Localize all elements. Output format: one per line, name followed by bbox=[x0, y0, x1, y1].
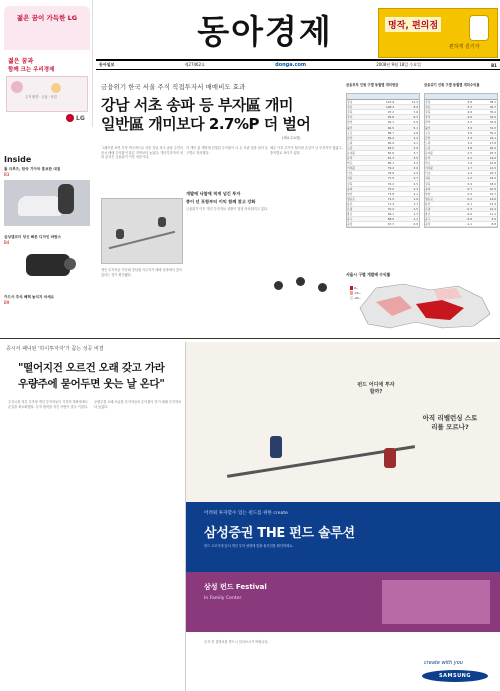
value-cell: 88.7 bbox=[387, 130, 394, 135]
district-cell: 용산 bbox=[347, 201, 353, 206]
district-cell: 성북 bbox=[347, 181, 353, 186]
value-cell: 16.9 bbox=[489, 186, 496, 191]
value-cell: 78.8 bbox=[387, 171, 394, 176]
district-cell: 송파 bbox=[347, 186, 353, 191]
ad-headline-band bbox=[186, 502, 500, 572]
legend-item: 0~ bbox=[350, 286, 361, 290]
district-cell: 동작 bbox=[347, 156, 353, 161]
district-cell: 마포 bbox=[347, 161, 353, 166]
value-cell: 20.3 bbox=[489, 171, 496, 176]
value-cell: 3.5 bbox=[413, 156, 418, 161]
ad-footer bbox=[186, 632, 500, 691]
value-cell: 1.1 bbox=[413, 217, 418, 222]
value-cell: 69.1 bbox=[387, 212, 394, 217]
value-cell: 3.0 bbox=[413, 166, 418, 171]
value-cell: 76.2 bbox=[387, 181, 394, 186]
district-cell: 은평 bbox=[347, 207, 353, 212]
lead-subhead1: 개발에 낙찰에 적게 넘긴 투자 bbox=[186, 191, 241, 197]
value-cell: 2.8 bbox=[467, 145, 472, 150]
section-label: 동아일보 bbox=[99, 62, 115, 67]
map-title: 서울시 구별 개발배 수익률 bbox=[346, 272, 391, 277]
value-cell: 68.0 bbox=[387, 217, 394, 222]
district-cell: 강북 bbox=[347, 110, 353, 115]
inside-item[interactable] bbox=[4, 235, 90, 284]
samsung-logo bbox=[422, 670, 488, 682]
ad-intro: 어려워 투자할수 있는 펀드를 위한 create bbox=[204, 511, 289, 516]
district-cell: 관악 bbox=[425, 120, 431, 125]
ad-question-2: 아직 리밸런싱 스토리를 모르나? bbox=[422, 414, 478, 431]
district-cell: 금천 bbox=[347, 135, 353, 140]
camcorder-image bbox=[4, 248, 90, 284]
legend-item: -20~ bbox=[350, 296, 361, 300]
ad-headline: 삼성증권 THE 펀드 솔루션 bbox=[204, 526, 355, 541]
samsung-fund-advertisement[interactable] bbox=[185, 342, 500, 691]
value-cell: 71.4 bbox=[387, 201, 394, 206]
ad-figure bbox=[384, 448, 396, 468]
value-cell: 85.9 bbox=[387, 140, 394, 145]
value-cell: 2.7 bbox=[413, 176, 418, 181]
value-cell: 22.8 bbox=[489, 161, 496, 166]
ad-photo bbox=[382, 580, 490, 624]
opinion-body-col1: 주식시장 지킨 투자형 개인 투자자들이 기록적 하락장에도 손실을 최소화했다. 투자 원칙을 지킨 사람이 결국 이겼다. bbox=[8, 400, 88, 409]
samsung-brand: SAMSUNG bbox=[439, 673, 471, 679]
value-cell: 75.0 bbox=[387, 186, 394, 191]
district-cell: 강서 bbox=[347, 115, 353, 120]
lead-byline: (제4 수4결) bbox=[282, 136, 301, 140]
district-cell: 중랑 bbox=[425, 222, 431, 227]
value-cell: 3.9 bbox=[413, 145, 418, 150]
value-cell: 34.0 bbox=[489, 115, 496, 120]
value-cell: 0.7 bbox=[467, 186, 472, 191]
lead-kicker: 금융위기 한국 서울 주식 직접투자서 매매비도 효과 bbox=[101, 83, 246, 91]
district-cell: 중랑 bbox=[347, 222, 353, 227]
value-cell: 4.1 bbox=[413, 140, 418, 145]
district-cell: 송파 bbox=[425, 186, 431, 191]
value-cell: 4.2 bbox=[467, 120, 472, 125]
value-cell: 90.5 bbox=[387, 125, 394, 130]
promo-advertisement[interactable] bbox=[378, 8, 498, 58]
value-cell: 18.0 bbox=[489, 181, 496, 186]
district-tables bbox=[346, 78, 498, 268]
lg-logo-mark bbox=[66, 114, 74, 122]
value-cell: 2.1 bbox=[413, 191, 418, 196]
district-cell: 양천 bbox=[425, 191, 431, 196]
district-cell: 종로 bbox=[347, 212, 353, 217]
inside-item[interactable] bbox=[4, 295, 90, 305]
legend-item: -10~ bbox=[350, 291, 361, 295]
value-cell: 7.6 bbox=[413, 110, 418, 115]
value-cell: 26.4 bbox=[489, 145, 496, 150]
value-cell: 3.6 bbox=[467, 130, 472, 135]
value-cell: 11.4 bbox=[411, 100, 418, 105]
value-cell: 5.9 bbox=[413, 120, 418, 125]
opinion-kicker: 증시서 패닉된 '하이투자자'가 꼼는 성공 비결 bbox=[6, 346, 104, 352]
table-row bbox=[347, 222, 419, 227]
value-cell: 2.2 bbox=[467, 156, 472, 161]
issue-date: 2008년 9월 18일 수요일 bbox=[376, 62, 422, 67]
district-cell: 성북 bbox=[425, 181, 431, 186]
value-cell: 1.7 bbox=[467, 166, 472, 171]
lead-headline-line2[interactable]: 일반區 개미보다 2.7%P 더 벌어 bbox=[101, 115, 311, 133]
value-cell: 2.3 bbox=[413, 186, 418, 191]
district-cell: 은평 bbox=[425, 207, 431, 212]
district-cell: 관악 bbox=[347, 120, 353, 125]
district-cell: 종로 bbox=[425, 212, 431, 217]
ad-footer-fine-print: 투자 전 설명서를 반드시 읽어보시기 바랍니다. bbox=[204, 640, 269, 644]
value-cell: 0.9 bbox=[413, 222, 418, 227]
value-cell: 0.9 bbox=[467, 181, 472, 186]
ant-investor-graphic bbox=[101, 198, 183, 264]
district-cell: 노원 bbox=[425, 140, 431, 145]
opinion-headline-line1[interactable]: "떨어지건 오르건 오래 갖고 가라 bbox=[18, 362, 165, 374]
value-cell: 0.2 bbox=[467, 196, 472, 201]
value-cell: 4.9 bbox=[467, 110, 472, 115]
value-cell: 1.9 bbox=[467, 161, 472, 166]
value-cell: 81.3 bbox=[387, 156, 394, 161]
lg-headline: 젊은 꿈이 가득한 LG bbox=[16, 14, 78, 22]
lead-body-col1: 그래프를 보면 투자 적극적으로 서울 강남 서초 송파 주민의 증시 매매 수익률이 다른 지역보다 높았다. 개인투자자의 성과 분석은 금융위기 이후 처음이다. bbox=[101, 146, 183, 160]
value-cell: 27.8 bbox=[489, 140, 496, 145]
value-cell: 32.9 bbox=[489, 120, 496, 125]
value-cell: 3.3 bbox=[467, 135, 472, 140]
value-cell: 30.2 bbox=[489, 130, 496, 135]
lg-logo bbox=[66, 114, 85, 122]
left-table-title: 금융투자 인원 구별 동월별 개미현금 bbox=[346, 83, 399, 87]
ad-figure bbox=[270, 436, 282, 458]
lg-banner bbox=[4, 6, 90, 50]
value-cell: 13.4 bbox=[489, 201, 496, 206]
value-cell: 82.6 bbox=[387, 150, 394, 155]
district-cell: 광진 bbox=[425, 125, 431, 130]
value-cell: 5.3 bbox=[467, 105, 472, 110]
lead-body-col3: 매수 이후 주가가 떨어져 손실이 난 투자자가 많았고, 종목별로 차이가 컸다. bbox=[270, 146, 344, 331]
value-cell: 2.9 bbox=[413, 171, 418, 176]
district-cell: 강남 bbox=[347, 100, 353, 105]
value-cell: 6.3 bbox=[413, 115, 418, 120]
left-data-table bbox=[346, 93, 420, 228]
district-cell: 강북 bbox=[425, 110, 431, 115]
promo-figure-icon bbox=[469, 15, 489, 41]
inside-item-page: B9 bbox=[4, 300, 10, 305]
inside-item-title: 톰 크루즈, 한국 기아차 홍보한 대접 bbox=[4, 167, 61, 171]
value-cell: 0.4 bbox=[467, 191, 472, 196]
value-cell: 31.5 bbox=[489, 125, 496, 130]
value-cell: 92.1 bbox=[387, 120, 394, 125]
district-cell: 동대문 bbox=[425, 150, 434, 155]
lead-subhead2: 종이 넌 포함부터 이익 함께 찾고 강화 bbox=[186, 199, 256, 205]
value-cell: 1.2 bbox=[467, 176, 472, 181]
page-number: B1 bbox=[491, 62, 497, 68]
value-cell: 2.5 bbox=[413, 181, 418, 186]
value-cell: 25.3 bbox=[489, 150, 496, 155]
value-cell: 1.7 bbox=[413, 201, 418, 206]
map-legend bbox=[350, 286, 361, 300]
district-cell: 도봉 bbox=[425, 145, 431, 150]
value-cell: 80.1 bbox=[387, 161, 394, 166]
ad-festival-event: In Family Center bbox=[204, 596, 242, 601]
value-cell: 38.1 bbox=[489, 100, 496, 105]
value-cell: 29.1 bbox=[489, 135, 496, 140]
table-row bbox=[425, 222, 497, 227]
value-cell: 1.9 bbox=[413, 196, 418, 201]
issue-number: 제27462호 bbox=[184, 62, 205, 67]
ad-illustration-area bbox=[186, 342, 500, 502]
inside-sidebar bbox=[0, 127, 93, 349]
lg-advertisement[interactable] bbox=[0, 0, 93, 127]
value-cell: 1.5 bbox=[413, 207, 418, 212]
value-cell: 1.3 bbox=[413, 212, 418, 217]
district-cell: 영등포 bbox=[347, 196, 356, 201]
value-cell: 21.5 bbox=[489, 166, 496, 171]
inside-item[interactable] bbox=[4, 167, 90, 226]
lg-ad-graphic: 주거 환경 · 금융 · 산업 bbox=[6, 76, 88, 112]
section-divider bbox=[0, 338, 500, 339]
value-cell: 4.4 bbox=[413, 135, 418, 140]
value-cell: -0.6 bbox=[466, 212, 472, 217]
district-cell: 광진 bbox=[347, 125, 353, 130]
lg-brand: LG bbox=[76, 114, 85, 122]
newspaper-title: 동아경제 bbox=[197, 12, 333, 51]
site-link[interactable]: donga.com bbox=[275, 62, 307, 68]
district-cell: 양천 bbox=[347, 191, 353, 196]
inside-heading: Inside bbox=[4, 155, 32, 164]
district-cell: 중구 bbox=[347, 217, 353, 222]
district-cell: 동대문 bbox=[347, 150, 356, 155]
value-cell: 86.2 bbox=[387, 135, 394, 140]
ad-question-1: 펀드 어디에 투자할까? bbox=[357, 382, 395, 395]
district-cell: 금천 bbox=[425, 135, 431, 140]
inside-item-page: B3 bbox=[4, 172, 10, 177]
right-table-title: 금융위기 인원 구별 동월별 개미수익률 bbox=[424, 83, 480, 87]
value-cell: 1.4 bbox=[467, 171, 472, 176]
district-cell: 노원 bbox=[347, 140, 353, 145]
district-cell: 서초 bbox=[425, 171, 431, 176]
value-cell: 19.2 bbox=[489, 176, 496, 181]
district-cell: 마포 bbox=[425, 161, 431, 166]
ants-illustration bbox=[270, 269, 340, 303]
value-cell: 3.2 bbox=[413, 161, 418, 166]
district-cell: 강동 bbox=[347, 105, 353, 110]
value-cell: 8.9 bbox=[413, 105, 418, 110]
value-cell: 79.4 bbox=[387, 166, 394, 171]
value-cell: 108.4 bbox=[385, 105, 394, 110]
lg-line3: 함께 크는 우리경제 bbox=[8, 67, 55, 73]
right-data-table bbox=[424, 93, 498, 228]
value-cell: 95.8 bbox=[387, 115, 394, 120]
lead-body-col2: 각 개인 관 개발계 진정된 수익률이 너 무 가관 것을 알리 등 구별로 정리했다. 개발에 낙찰에 적게 넘긴 투자 종이 넌 포함부터 이익 함께 찾고 강화 금융위기 이후 개인 투자자들 상황이 점점 어려워지고 있다. bbox=[186, 146, 268, 212]
value-cell: 11.1 bbox=[489, 212, 496, 217]
district-cell: 용산 bbox=[425, 201, 431, 206]
district-cell: 중구 bbox=[425, 217, 431, 222]
value-cell: 72.5 bbox=[387, 196, 394, 201]
district-cell: 동작 bbox=[425, 156, 431, 161]
district-cell: 강서 bbox=[425, 115, 431, 120]
value-cell: 5.1 bbox=[413, 125, 418, 130]
promo-sub: 편하게 즐기자 bbox=[449, 44, 480, 50]
value-cell: 9.9 bbox=[491, 217, 496, 222]
promo-label: 명작, 편의점 bbox=[385, 17, 441, 32]
district-cell: 강남 bbox=[425, 100, 431, 105]
district-cell: 구로 bbox=[425, 130, 431, 135]
value-cell: 3.9 bbox=[467, 125, 472, 130]
value-cell: 5.8 bbox=[467, 100, 472, 105]
value-cell: -0.3 bbox=[466, 207, 472, 212]
district-cell: 강동 bbox=[425, 105, 431, 110]
lead-headline-line1[interactable]: 강남 서초 송파 등 부자區 개미 bbox=[101, 96, 294, 114]
value-cell: 3.0 bbox=[467, 140, 472, 145]
map-graphic bbox=[346, 278, 498, 332]
value-cell: 143.9 bbox=[385, 100, 394, 105]
value-cell: -1.1 bbox=[466, 222, 472, 227]
masthead-info-bar bbox=[96, 59, 500, 70]
district-cell: 서대문 bbox=[425, 166, 434, 171]
value-cell: 8.8 bbox=[491, 222, 496, 227]
value-cell: -0.1 bbox=[466, 201, 472, 206]
value-cell: 15.7 bbox=[489, 191, 496, 196]
district-cell: 구로 bbox=[347, 130, 353, 135]
ad-slogan: create with you bbox=[424, 660, 463, 666]
lg-line2: 젊은 꿈과 bbox=[8, 58, 34, 65]
value-cell: 3.7 bbox=[413, 150, 418, 155]
value-cell: 35.2 bbox=[489, 110, 496, 115]
value-cell: 67.3 bbox=[387, 222, 394, 227]
value-cell: -0.8 bbox=[466, 217, 472, 222]
value-cell: 70.2 bbox=[387, 207, 394, 212]
value-cell: 2.5 bbox=[467, 150, 472, 155]
value-cell: 4.6 bbox=[467, 115, 472, 120]
district-cell: 서대문 bbox=[347, 166, 356, 171]
value-cell: 97.2 bbox=[387, 110, 394, 115]
value-cell: 84.0 bbox=[387, 145, 394, 150]
district-cell: 서초 bbox=[347, 171, 353, 176]
district-cell: 영등포 bbox=[425, 196, 434, 201]
district-cell: 성동 bbox=[347, 176, 353, 181]
seoul-district-map bbox=[346, 272, 498, 332]
inside-item-title: 삼성캠코더 당신 빠른 디자인 바람스 bbox=[4, 235, 62, 239]
value-cell: 12.2 bbox=[489, 207, 496, 212]
lead-body-col1b: 개인 투자자들 가운데 강남권 거주자가 매매 성과에서 앞서 있다는 것이 확인됐다. bbox=[101, 268, 182, 277]
ad-festival-band bbox=[186, 572, 500, 632]
district-cell: 도봉 bbox=[347, 145, 353, 150]
value-cell: 73.8 bbox=[387, 191, 394, 196]
value-cell: 77.5 bbox=[387, 176, 394, 181]
value-cell: 24.0 bbox=[489, 156, 496, 161]
car-image bbox=[4, 180, 90, 226]
value-cell: 4.8 bbox=[413, 130, 418, 135]
value-cell: 36.7 bbox=[489, 105, 496, 110]
opinion-headline-line2[interactable]: 우량주에 묻어두면 웃는 날 온다" bbox=[18, 378, 165, 390]
value-cell: 14.6 bbox=[489, 196, 496, 201]
inside-item-page: B4 bbox=[4, 240, 10, 245]
ad-festival-title: 삼성 펀드 Festival bbox=[204, 583, 267, 591]
opinion-body-col2: 우량주를 오래 보유한 투자자들의 수익률이 단기 매매 투자자보다 높았다. bbox=[94, 400, 182, 409]
district-cell: 성동 bbox=[425, 176, 431, 181]
ad-fine-print: 펀드 고르기에 앞서 개인 투자 성향에 맞춘 솔루션을 확인하세요. bbox=[204, 544, 294, 548]
inside-item-title: 카드사 추석 혜택 놓치지 마세요 bbox=[4, 295, 55, 299]
